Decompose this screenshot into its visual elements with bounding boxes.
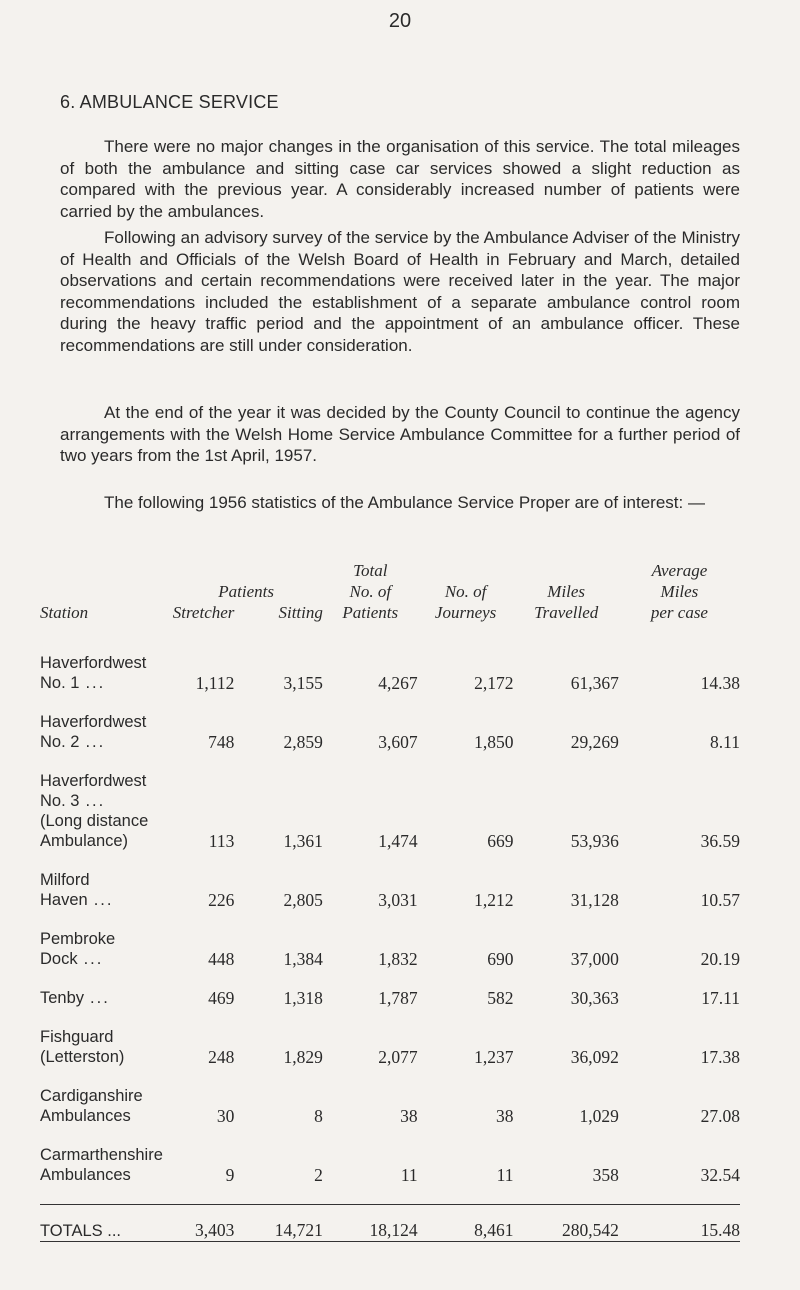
station-name-line: No. 2 ... — [40, 733, 106, 751]
average-cell: 27.08 — [700, 1106, 740, 1126]
average-cell: 32.54 — [700, 1165, 740, 1185]
totals-total-cell: 18,124 — [323, 1205, 418, 1242]
sitting-cell: 3,155 — [283, 673, 323, 693]
paragraph-2 — [60, 227, 740, 356]
header-average-3: per case — [650, 603, 708, 622]
paragraph-1 — [60, 136, 740, 222]
average-cell: 10.57 — [700, 890, 740, 910]
header-stretcher: Stretcher — [172, 603, 235, 622]
table-row — [40, 1027, 740, 1069]
station-name-line: Fishguard — [40, 1028, 114, 1046]
average-cell: 17.11 — [701, 988, 740, 1008]
stretcher-cell: 748 — [208, 732, 235, 752]
station-cell — [40, 653, 169, 695]
table-row — [40, 870, 740, 912]
header-average-1: Average — [651, 561, 708, 580]
paragraph-4 — [60, 492, 740, 514]
total-cell: 3,031 — [378, 890, 418, 910]
station-name-line: Haverfordwest — [40, 772, 147, 790]
miles-cell: 61,367 — [570, 673, 619, 693]
journeys-cell: 1,850 — [474, 732, 514, 752]
average-cell: 14.38 — [700, 673, 740, 693]
header-total-1: Total — [353, 561, 388, 580]
header-journeys-2: Journeys — [434, 603, 497, 622]
stretcher-cell: 1,112 — [195, 673, 235, 693]
header-miles-2: Travelled — [534, 603, 599, 622]
sitting-cell: 2,805 — [283, 890, 323, 910]
header-average-2: Miles — [660, 582, 699, 601]
totals-miles-cell: 280,542 — [514, 1205, 619, 1242]
leader-dots: ... — [85, 674, 106, 692]
totals-stretcher-cell: 3,403 — [169, 1205, 234, 1242]
average-cell: 8.11 — [710, 732, 740, 752]
journeys-cell: 690 — [487, 949, 514, 969]
total-cell: 1,787 — [378, 988, 418, 1008]
sitting-cell: 1,361 — [283, 831, 323, 851]
stretcher-cell: 469 — [208, 988, 235, 1008]
station-name-line: No. 3 ... — [40, 792, 106, 810]
sitting-cell: 1,318 — [283, 988, 323, 1008]
stretcher-cell: 30 — [216, 1106, 235, 1126]
station-name-line: Ambulance) — [40, 832, 129, 850]
miles-cell: 30,363 — [570, 988, 619, 1008]
miles-cell: 37,000 — [570, 949, 619, 969]
station-cell — [40, 870, 169, 912]
sitting-cell: 1,829 — [283, 1047, 323, 1067]
header-miles-1: Miles — [547, 582, 586, 601]
paragraph-1-text: There were no major changes in the organisation of this service. The total mileages of both the ambulance and sitting case car services showed a slight reduction as compared with the previous year. A considerably increased number of patients were carried by the ambulances. — [60, 137, 740, 221]
station-name-line: Carmarthenshire — [40, 1146, 163, 1164]
station-cell — [40, 771, 169, 853]
table-row — [40, 988, 740, 1010]
leader-dots: ... — [85, 792, 106, 810]
sitting-cell: 1,384 — [283, 949, 323, 969]
average-cell: 17.38 — [700, 1047, 740, 1067]
average-cell: 20.19 — [700, 949, 740, 969]
stretcher-cell: 448 — [208, 949, 235, 969]
header-sitting: Sitting — [278, 603, 323, 622]
sitting-cell: 2 — [314, 1165, 323, 1185]
stretcher-cell: 248 — [208, 1047, 235, 1067]
leader-dots: ... — [83, 950, 104, 968]
station-name-line: (Letterston) — [40, 1048, 125, 1066]
station-cell — [40, 1145, 169, 1187]
paragraph-2-text: Following an advisory survey of the service by the Ambulance Adviser of the Ministry of Health and Officials of the Welsh Board of Health in February and March, detailed observations and certain recommendations were received later in the year. The major recommendations included the establishment of a separate ambulance control room during the heavy traffic period and the appointment of an ambulance officer. These recommendations are still under consideration. — [60, 228, 740, 355]
table-row — [40, 712, 740, 754]
table-body — [40, 653, 740, 1242]
totals-sitting-cell: 14,721 — [234, 1205, 322, 1242]
journeys-cell: 582 — [487, 988, 514, 1008]
totals-label: TOTALS ... — [40, 1205, 169, 1242]
sitting-cell: 8 — [314, 1106, 323, 1126]
station-name-line: Pembroke — [40, 930, 116, 948]
average-cell: 36.59 — [700, 831, 740, 851]
table-row — [40, 1145, 740, 1187]
miles-cell: 1,029 — [579, 1106, 619, 1126]
stretcher-cell: 226 — [208, 890, 235, 910]
header-row-1 — [40, 560, 740, 581]
header-total-3: Patients — [342, 603, 399, 622]
header-row-3 — [40, 602, 740, 623]
station-name-line: (Long distance — [40, 812, 149, 830]
ambulance-statistics-table — [40, 560, 740, 1242]
paragraph-4-text: The following 1956 statistics of the Ambulance Service Proper are of interest: — — [104, 493, 705, 512]
station-name-line: Dock ... — [40, 950, 104, 968]
station-cell — [40, 929, 169, 971]
totals-average-cell: 15.48 — [619, 1205, 740, 1242]
journeys-cell: 11 — [496, 1165, 514, 1185]
journeys-cell: 1,237 — [474, 1047, 514, 1067]
total-cell: 1,832 — [378, 949, 418, 969]
station-name-line: Cardiganshire — [40, 1087, 143, 1105]
miles-cell: 29,269 — [570, 732, 619, 752]
page-number: 20 — [388, 10, 412, 32]
sitting-cell: 2,859 — [283, 732, 323, 752]
total-cell: 1,474 — [378, 831, 418, 851]
totals-journeys-cell: 8,461 — [418, 1205, 514, 1242]
section-heading: 6. AMBULANCE SERVICE — [60, 92, 279, 112]
miles-cell: 358 — [592, 1165, 619, 1185]
station-name-line: Haverfordwest — [40, 654, 147, 672]
table-row — [40, 653, 740, 695]
stretcher-cell: 9 — [225, 1165, 235, 1185]
station-name-line: Haven ... — [40, 891, 114, 909]
total-cell: 4,267 — [378, 673, 418, 693]
miles-cell: 31,128 — [570, 890, 619, 910]
leader-dots: ... — [85, 733, 106, 751]
station-name-line: Milford — [40, 871, 90, 889]
station-name-line: No. 1 ... — [40, 674, 106, 692]
station-cell — [40, 1086, 169, 1128]
station-cell — [40, 712, 169, 754]
table-row — [40, 929, 740, 971]
station-name-line: Ambulances — [40, 1107, 131, 1125]
total-cell: 2,077 — [378, 1047, 418, 1067]
station-name-line: Ambulances — [40, 1166, 131, 1184]
stretcher-cell: 113 — [208, 831, 235, 851]
station-cell — [40, 988, 169, 1010]
total-cell: 38 — [400, 1106, 418, 1126]
station-cell — [40, 1027, 169, 1069]
journeys-cell: 2,172 — [474, 673, 514, 693]
table-row — [40, 1086, 740, 1128]
leader-dots: ... — [90, 989, 110, 1007]
station-name-line: Tenby ... — [40, 989, 110, 1007]
leader-dots: ... — [93, 891, 114, 909]
paragraph-3-text: At the end of the year it was decided by the County Council to continue the agency arrangements with the Welsh Home Service Ambulance Committee for a further period of two years from the 1st April, 1957. — [60, 403, 740, 465]
journeys-cell: 38 — [496, 1106, 514, 1126]
table-row — [40, 771, 740, 853]
journeys-cell: 669 — [487, 831, 514, 851]
journeys-cell: 1,212 — [474, 890, 514, 910]
header-journeys-1: No. of — [444, 582, 487, 601]
station-name-line: Haverfordwest — [40, 713, 147, 731]
total-cell: 11 — [400, 1165, 418, 1185]
total-cell: 3,607 — [378, 732, 418, 752]
totals-row — [40, 1205, 740, 1242]
header-patients: Patients — [218, 582, 275, 601]
header-row-2 — [40, 581, 740, 602]
miles-cell: 53,936 — [570, 831, 619, 851]
miles-cell: 36,092 — [570, 1047, 619, 1067]
paragraph-3 — [60, 402, 740, 467]
header-total-2: No. of — [349, 582, 392, 601]
header-station: Station — [40, 603, 89, 622]
